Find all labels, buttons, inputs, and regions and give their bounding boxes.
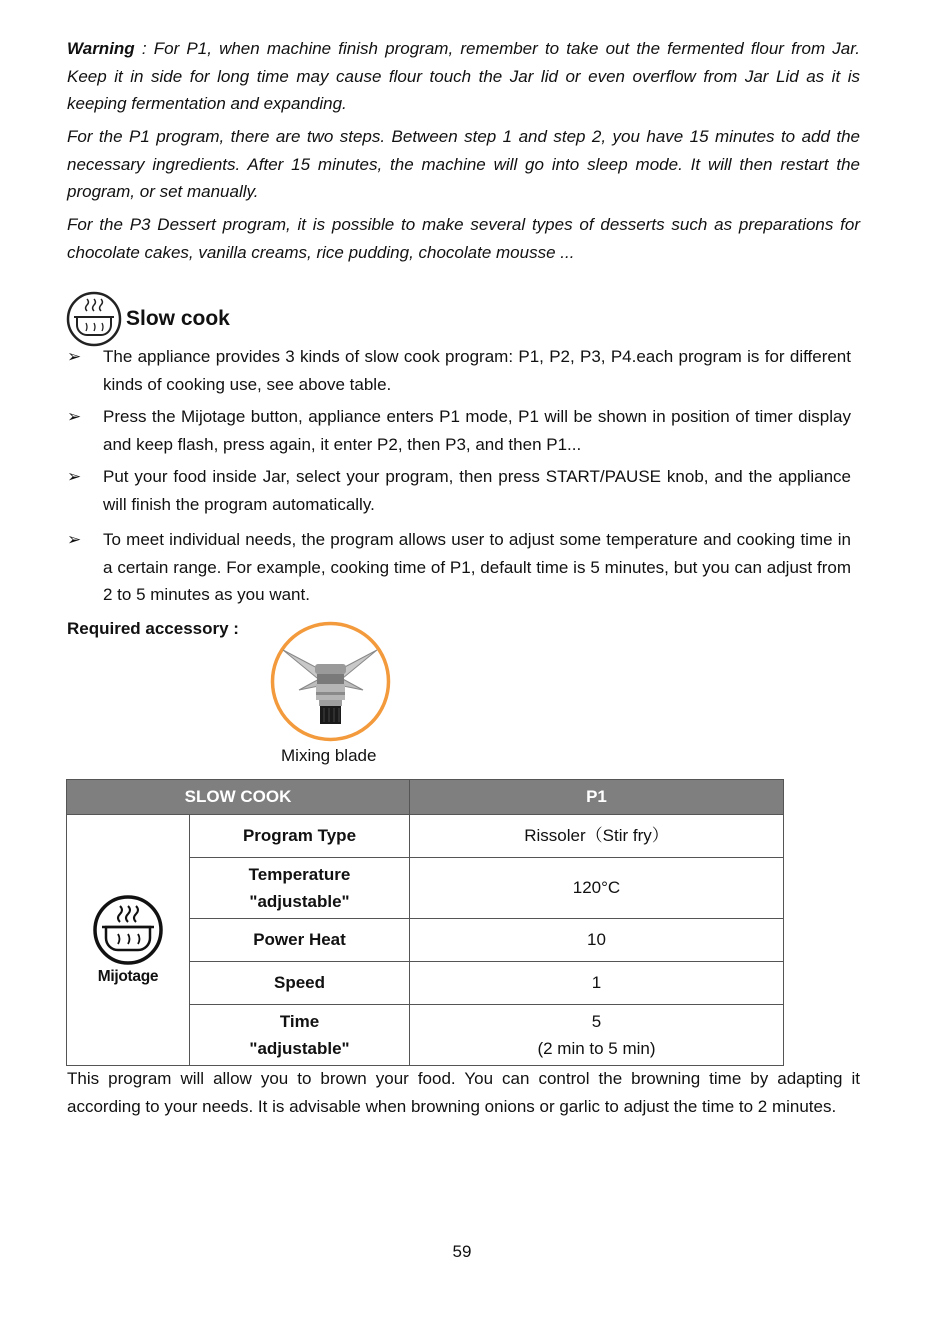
intro-paragraph-p1: For the P1 program, there are two steps. Between step 1 and step 2, you have 15 minutes to add the necessary ingredients. After 15 minutes, the machine will go into sleep mode. It will then restart the program, or set manually.	[67, 127, 860, 201]
bullet-marker-icon: ➢	[67, 467, 82, 486]
cell-line: Temperature	[248, 864, 351, 884]
cell-line: 10	[587, 930, 606, 950]
closing-paragraph: This program will allow you to brown your food. You can control the browning time by adapting it according to your needs. It is advisable when browning onions or garlic to adjust the time to 2 minutes.	[67, 1069, 860, 1116]
table-row	[67, 815, 784, 858]
section-title: Slow cook	[126, 307, 230, 330]
cell-line: Program Type	[242, 826, 357, 846]
list-item-text: The appliance provides 3 kinds of slow cook program: P1, P2, P3, P4.each program is for different kinds of cooking use, see above table.	[103, 347, 851, 394]
required-accessory-label: Required accessory :	[67, 619, 239, 638]
table-cell-value	[410, 815, 784, 858]
mijotage-pot-icon	[92, 894, 164, 966]
mijotage-label: Mijotage	[97, 968, 159, 985]
list-item-text: To meet individual needs, the program allows user to adjust some temperature and cooking time in a certain range. For example, cooking time of P1, default time is 5 minutes, but you can adjust from 2 to 5 minutes as you want.	[103, 530, 851, 604]
table-header-slow-cook: SLOW COOK	[67, 780, 410, 815]
mijotage-badge	[67, 894, 189, 986]
cell-line: Rissoler（Stir fry）	[524, 826, 669, 846]
section-heading	[66, 291, 230, 347]
table-cell-label	[190, 919, 410, 962]
table-cell-label	[190, 858, 410, 919]
slow-cook-pot-icon	[66, 291, 122, 347]
bullet-marker-icon: ➢	[67, 347, 82, 366]
intro-paragraph-p3: For the P3 Dessert program, it is possible to make several types of desserts such as preparations for chocolate cakes, vanilla creams, rice pudding, chocolate mousse ...	[67, 215, 860, 262]
bullet-marker-icon: ➢	[67, 407, 82, 426]
cell-line: Time	[279, 1011, 320, 1031]
table-cell-label	[190, 1005, 410, 1066]
page-number: 59	[452, 1242, 472, 1261]
mijotage-icon-cell	[67, 815, 190, 1066]
cell-line: 5	[591, 1011, 602, 1031]
table-cell-value	[410, 1005, 784, 1066]
bullet-marker-icon: ➢	[67, 530, 82, 549]
list-item-text: Put your food inside Jar, select your program, then press START/PAUSE knob, and the appliance will finish the program automatically.	[103, 467, 851, 514]
cell-line: (2 min to 5 min)	[537, 1039, 656, 1058]
list-item-text: Press the Mijotage button, appliance enters P1 mode, P1 will be shown in position of timer display and keep flash, press again, it enter P2, then P3, and then P1...	[103, 407, 851, 454]
cell-line: "adjustable"	[249, 1039, 350, 1058]
table-cell-label	[190, 815, 410, 858]
table-cell-value	[410, 858, 784, 919]
slow-cook-spec-table	[66, 779, 784, 1066]
warning-label: Warning	[67, 39, 135, 58]
cell-line: 120°C	[572, 878, 621, 898]
mixing-blade-icon	[269, 620, 392, 743]
table-cell-value	[410, 919, 784, 962]
cell-line: "adjustable"	[249, 892, 350, 911]
table-cell-label	[190, 962, 410, 1005]
table-header-row	[67, 780, 784, 815]
warning-text: : For P1, when machine finish program, remember to take out the fermented flour from Jar. Keep it in side for long time may cause flour touch the Jar lid or even overflow from Jar Lid as it is keeping fermentation and expanding.	[67, 39, 860, 113]
cell-line: Speed	[273, 973, 326, 993]
mixing-blade-image	[269, 620, 392, 743]
warning-paragraph	[67, 35, 860, 118]
cell-line: 1	[591, 973, 602, 993]
table-cell-value	[410, 962, 784, 1005]
mixing-blade-caption: Mixing blade	[281, 746, 377, 765]
cell-line: Power Heat	[253, 930, 346, 950]
table-header-p1: P1	[410, 780, 784, 815]
